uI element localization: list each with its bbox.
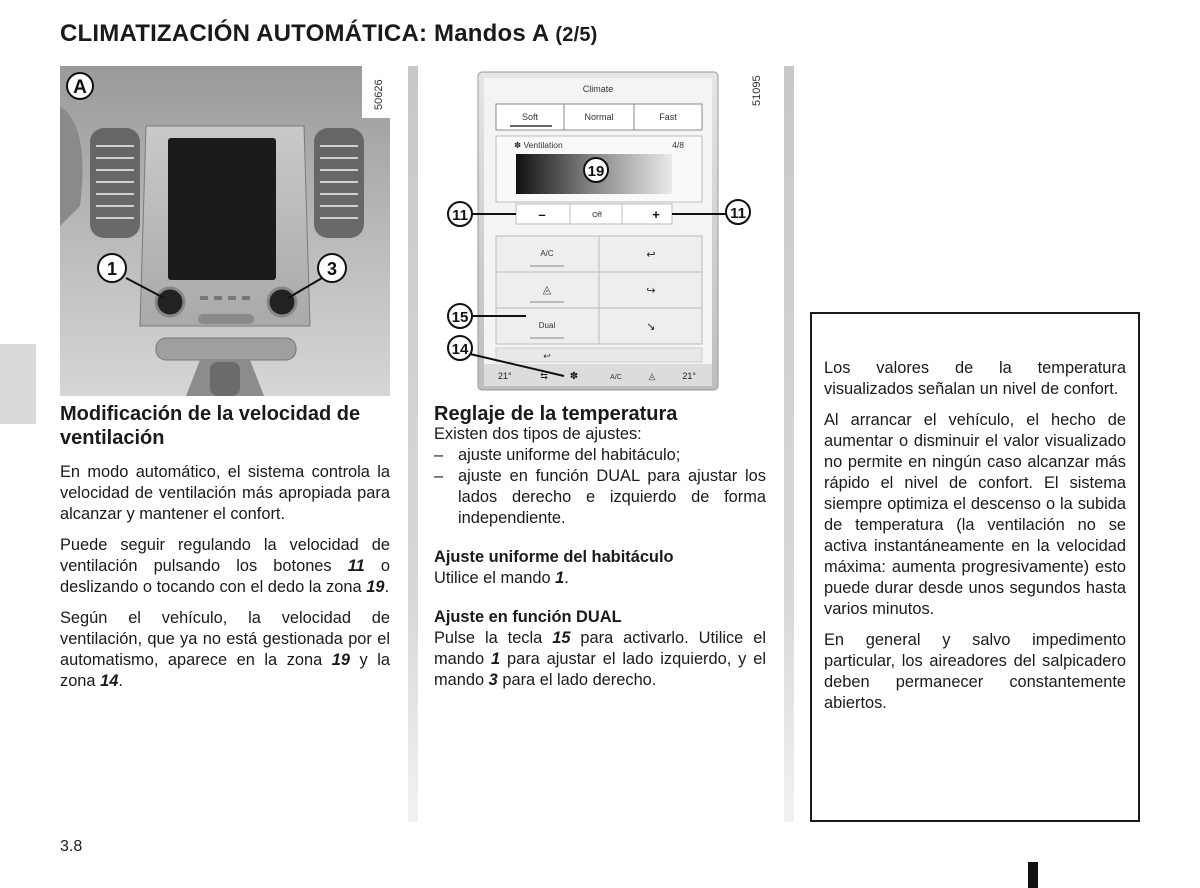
fan-speed-paragraph-1: En modo automático, el sistema controla la velocidad de ventilación más apropiada para alcanzar y mantener el confort.	[60, 463, 390, 523]
dual-adjust-heading: Ajuste en función DUAL	[434, 608, 622, 626]
section-side-tab	[0, 344, 36, 424]
column-divider-right	[784, 66, 794, 822]
ac-button[interactable]: A/C	[540, 249, 554, 258]
callout-11-left: 11	[452, 207, 468, 224]
section-fan-speed	[60, 402, 390, 702]
section-temperature	[434, 402, 766, 691]
mode-fast-tab[interactable]: Fast	[659, 112, 677, 122]
callout-15: 15	[451, 309, 469, 326]
ventilation-minus-button[interactable]: –	[538, 207, 546, 222]
callout-11-right: 11	[730, 205, 746, 222]
airflow-face-feet-icon[interactable]: ↪	[646, 285, 656, 297]
recirculation-icon[interactable]: ◬	[542, 284, 552, 296]
airflow-feet-icon[interactable]: ↘	[646, 321, 656, 333]
airflow-face-icon[interactable]: ↩	[646, 249, 656, 261]
callout-3: 3	[326, 259, 338, 279]
page-title	[60, 20, 598, 48]
fan-speed-paragraph-2: Puede seguir regulando la velocidad de ventilación pulsando los botones 11 o deslizando o tocando con el dedo la zona 19.	[60, 536, 391, 596]
temperature-modes-list	[434, 445, 766, 529]
list-item: – ajuste uniforme del habitáculo;	[434, 445, 766, 466]
list-item: – ajuste en función DUAL para ajustar los lados derecho e izquierdo de forma independiente.	[434, 466, 766, 529]
figure-b-ref: 51095	[751, 75, 763, 106]
status-ac: A/C	[610, 374, 622, 381]
figure-dashboard	[60, 66, 390, 396]
note-paragraph-2: Al arrancar el vehículo, el hecho de aumentar o disminuir el valor visualizado no permite en ningún caso alcanzar más rápido el nivel de confort. El sistema siempre optimiza el descenso o la subida de temperatura (la ventilación no se activa instantáneamente en la velocidad máxima: aumenta progresivamente) esto puede durar desde unos segundos hasta varios minutos.	[824, 411, 1126, 618]
ventilation-off-button[interactable]: Off	[592, 210, 602, 219]
figure-a-ref: 50626	[373, 79, 385, 110]
uniform-adjust-text: Utilice el mando 1.	[434, 569, 569, 587]
status-fan-icon: ✽	[569, 371, 579, 382]
mode-normal-tab[interactable]: Normal	[584, 112, 614, 122]
dual-adjust-text: Pulse la tecla 15 para activarlo. Utilice el mando 1 para ajustar el lado izquierdo, y el mando 3 para el lado derecho.	[434, 629, 766, 689]
note-box	[810, 312, 1140, 822]
ventilation-level: 4/8	[672, 140, 684, 150]
callout-1: 1	[106, 259, 118, 279]
status-left-temperature: 21°	[498, 371, 512, 381]
column-divider-left	[408, 66, 418, 822]
dual-button[interactable]: Dual	[538, 321, 556, 330]
page-title-part: (2/5)	[555, 24, 598, 46]
status-right-temperature: 21°	[682, 371, 696, 381]
status-recirculation-icon: ◬	[648, 371, 656, 381]
mode-soft-tab[interactable]: Soft	[521, 112, 539, 122]
page-title-main: CLIMATIZACIÓN AUTOMÁTICA: Mandos A	[60, 20, 549, 47]
figure-a-label: A	[73, 77, 87, 98]
uniform-adjust-heading: Ajuste uniforme del habitáculo	[434, 548, 674, 566]
ventilation-plus-button[interactable]: +	[652, 207, 660, 222]
note-paragraph-3: En general y salvo impedimento particular, los aireadores del salpicadero deben permanecer constantemente abiertos.	[824, 631, 1126, 712]
section-temperature-heading: Reglaje de la temperatura	[434, 403, 678, 425]
corner-marker	[1028, 862, 1038, 888]
fan-speed-paragraph-3: Según el vehículo, la velocidad de ventilación, que ya no está gestionada por el automatismo, aparece en la zona 19 y la zona 14.	[60, 609, 390, 690]
back-icon[interactable]: ↩	[543, 351, 551, 361]
temperature-intro: Existen dos tipos de ajustes:	[434, 425, 642, 443]
figure-climate-screen	[434, 66, 770, 396]
screen-title: Climate	[582, 84, 614, 94]
callout-14: 14	[451, 341, 469, 358]
status-airflow-icon: ⇆	[540, 371, 548, 381]
note-paragraph-1: Los valores de la temperatura visualizados señalan un nivel de confort.	[824, 359, 1126, 398]
page-number: 3.8	[60, 838, 83, 855]
callout-19: 19	[587, 163, 605, 180]
ventilation-label: ✽ Ventilation	[514, 140, 563, 150]
section-fan-speed-heading: Modificación de la velocidad de ventilación	[60, 403, 361, 449]
